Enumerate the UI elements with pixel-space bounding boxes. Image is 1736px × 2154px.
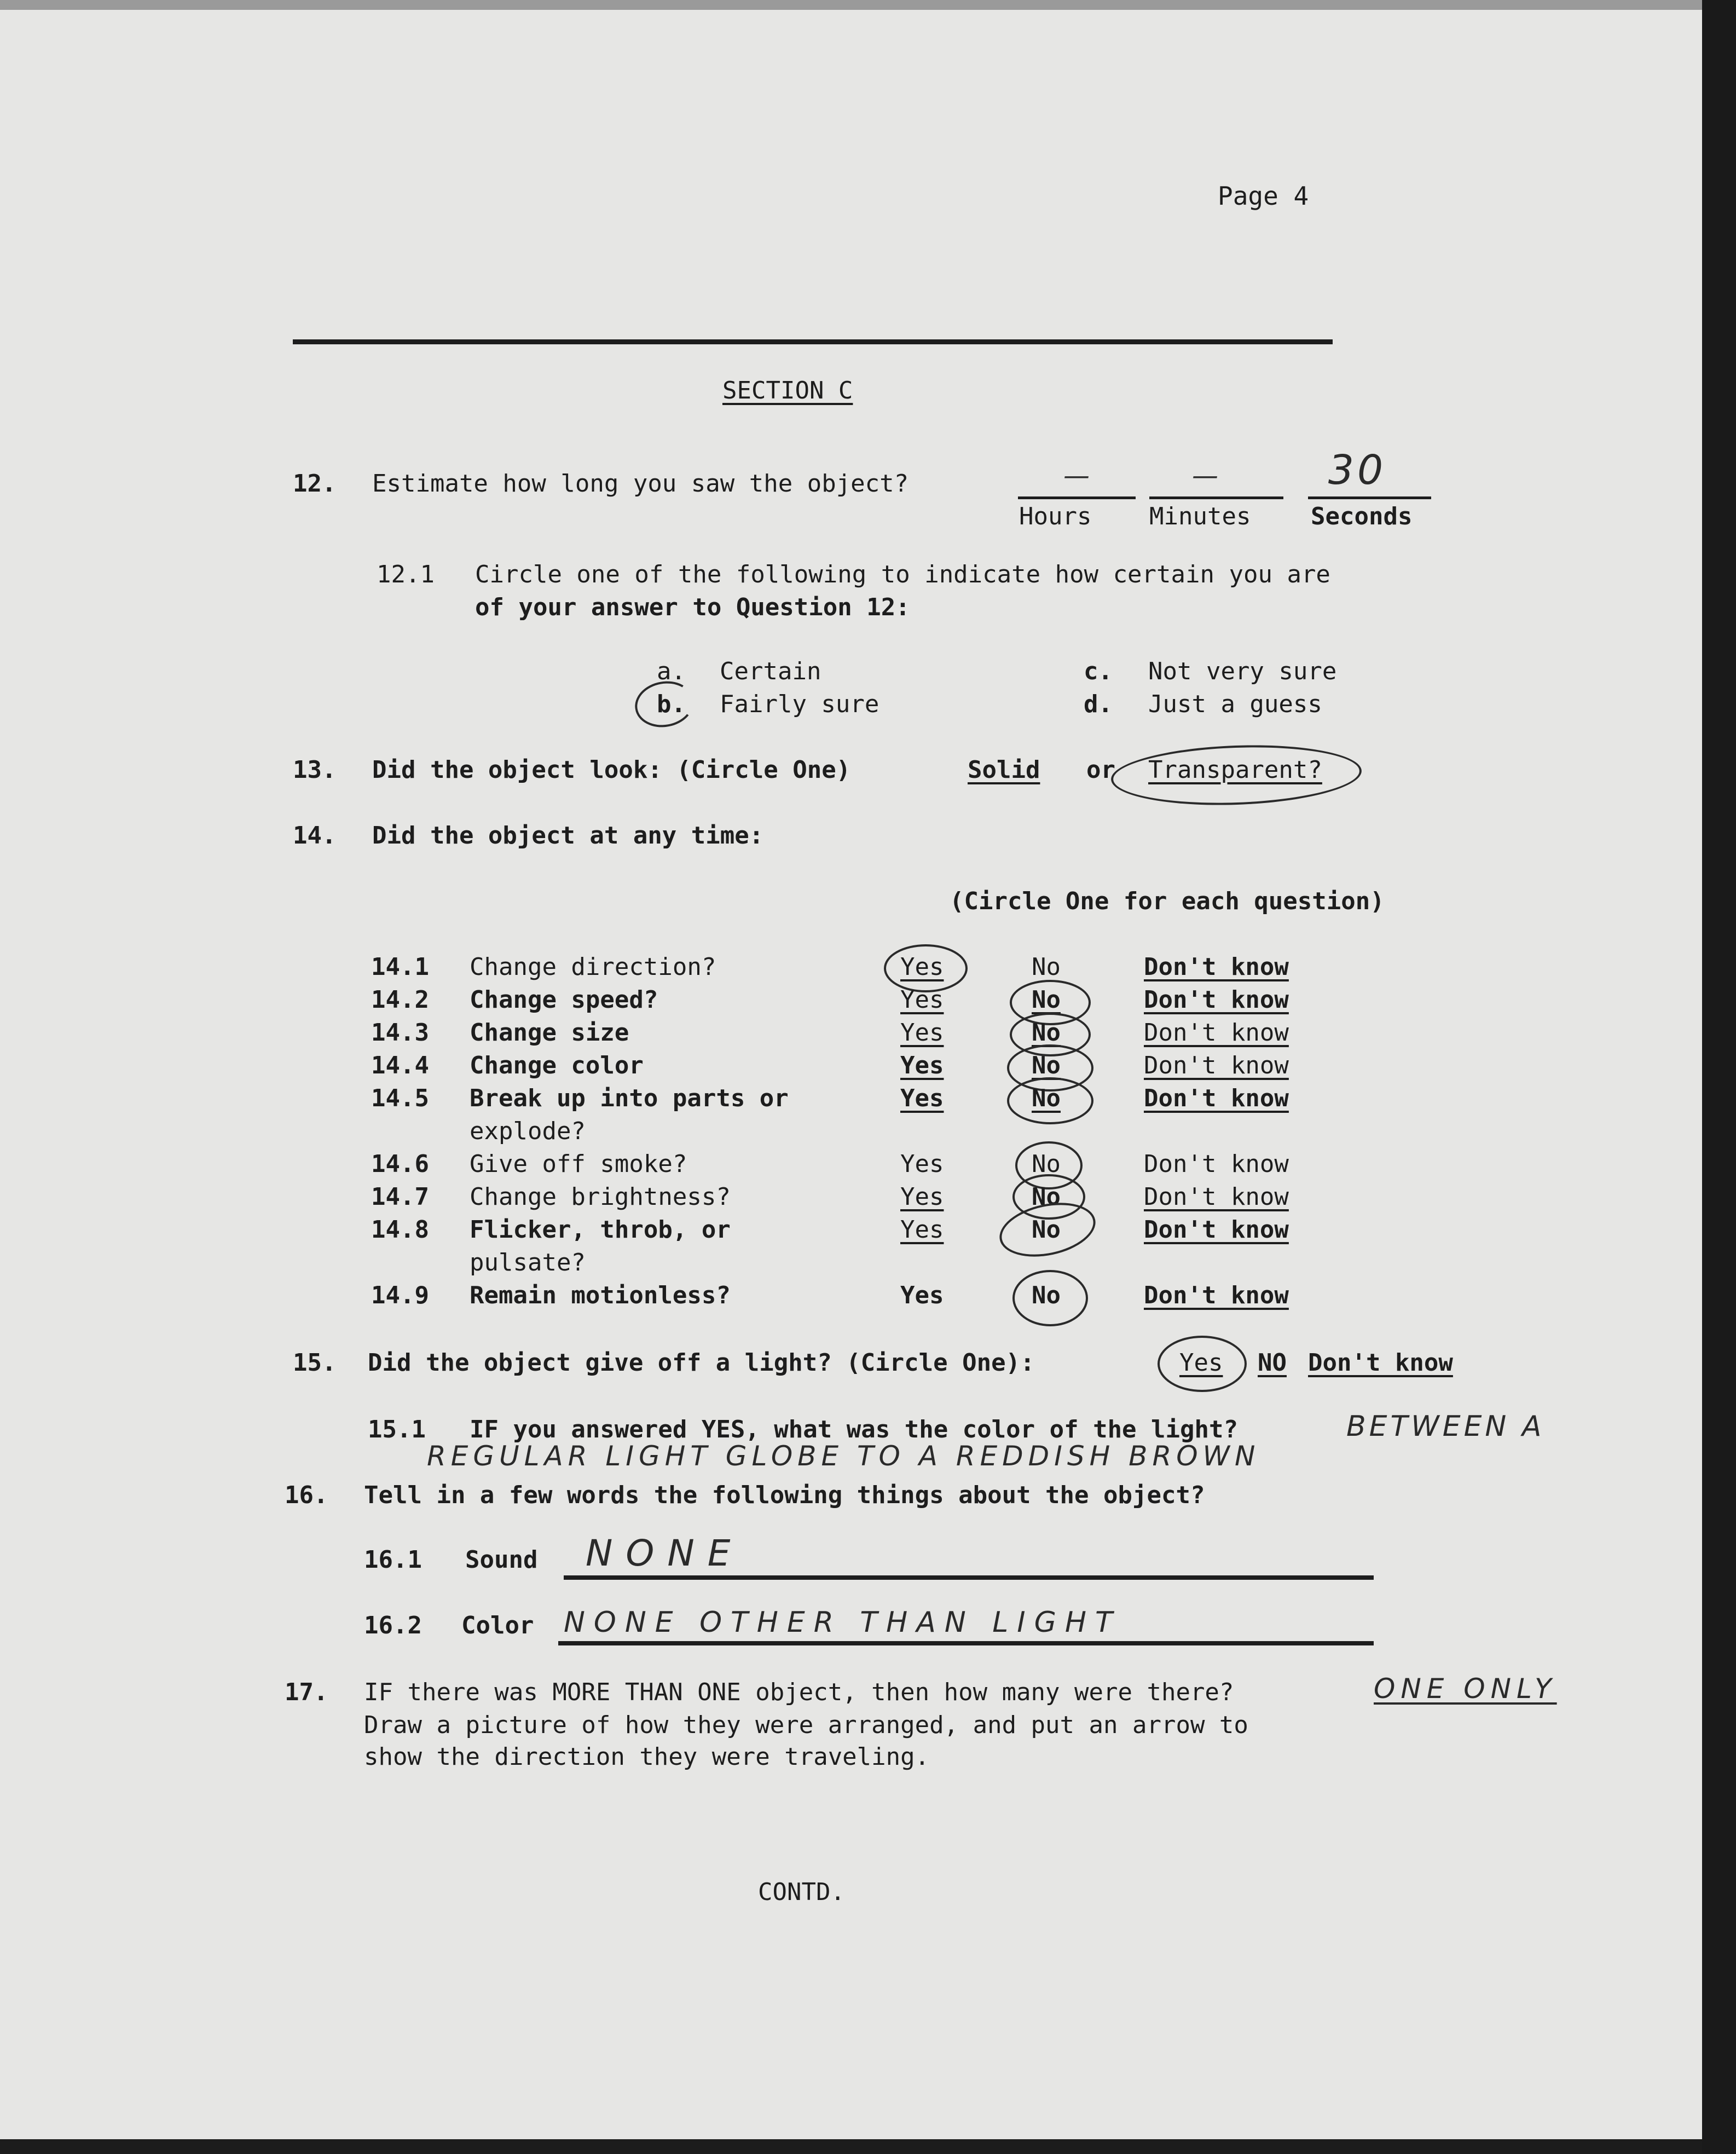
option-c-label: Not very sure (1148, 657, 1337, 685)
q14-9-number: 14.9 (371, 1281, 429, 1309)
q14-9-text: Remain motionless? (470, 1281, 731, 1309)
hours-label: Hours (1019, 503, 1092, 530)
answer-circle-14-5-no (1007, 1077, 1093, 1124)
minutes-label: Minutes (1149, 503, 1251, 530)
q16-number: 16. (285, 1481, 328, 1509)
q14-6-dont-know: Don't know (1144, 1150, 1289, 1178)
q15-1-answer-line2: REGULAR LIGHT GLOBE TO A REDDISH BROWN (427, 1440, 1260, 1472)
q15-text: Did the object give off a light? (Circle One): (368, 1349, 1035, 1377)
q13-text: Did the object look: (Circle One) (372, 756, 851, 784)
q14-8-text: Flicker, throb, or (470, 1216, 731, 1244)
section-title: SECTION C (722, 377, 853, 405)
q13-transparent: Transparent? (1148, 756, 1322, 784)
q12-1-line2: of your answer to Question 12: (475, 593, 910, 621)
q14-2-text: Change speed? (470, 986, 658, 1014)
q13-number: 13. (293, 756, 337, 784)
q14-4-number: 14.4 (371, 1052, 429, 1079)
q16-text: Tell in a few words the following things about the object? (364, 1481, 1205, 1509)
q14-1-yes: Yes (900, 953, 944, 981)
q14-6-text: Give off smoke? (470, 1150, 687, 1178)
q14-5-yes: Yes (900, 1084, 944, 1112)
option-b-key: b. (657, 690, 686, 718)
q14-7-number: 14.7 (371, 1183, 429, 1211)
answer-circle-15-yes (1158, 1336, 1247, 1392)
q14-7-dont-know: Don't know (1144, 1183, 1289, 1211)
answer-circle-14-1-yes (884, 944, 968, 992)
q14-4-dont-know: Don't know (1144, 1052, 1289, 1079)
q14-4-no: No (1032, 1052, 1061, 1079)
answer-circle-14-9-no (1012, 1270, 1088, 1326)
q17-number: 17. (285, 1678, 328, 1706)
q14-3-number: 14.3 (371, 1019, 429, 1047)
q12-seconds-value: 30 (1328, 447, 1387, 494)
q12-minutes-value: — (1192, 460, 1222, 491)
q15-number: 15. (293, 1349, 337, 1377)
q14-8-number: 14.8 (371, 1216, 429, 1244)
q14-5-text2: explode? (470, 1117, 586, 1145)
q14-6-yes: Yes (900, 1150, 944, 1178)
hours-line (1018, 496, 1136, 499)
page-number: Page 4 (1218, 181, 1309, 211)
q14-2-number: 14.2 (371, 986, 429, 1014)
q12-1-line1: Circle one of the following to indicate how certain you are (475, 561, 1330, 588)
scan-top-edge (0, 0, 1736, 10)
top-rule (293, 339, 1333, 344)
q16-2-label: Color (461, 1612, 534, 1639)
seconds-line (1308, 496, 1431, 499)
q15-1-number: 15.1 (368, 1416, 426, 1443)
q14-3-dont-know: Don't know (1144, 1019, 1289, 1047)
q13-or: or (1086, 756, 1115, 784)
q14-5-no: No (1032, 1084, 1061, 1112)
q14-1-dont-know: Don't know (1144, 953, 1289, 981)
q17-line1: IF there was MORE THAN ONE object, then how many were there? (364, 1678, 1234, 1706)
option-b-label: Fairly sure (720, 690, 879, 718)
q17-answer: ONE ONLY (1374, 1673, 1557, 1705)
q14-1-number: 14.1 (371, 953, 429, 981)
q12-number: 12. (293, 470, 337, 498)
q16-1-number: 16.1 (364, 1546, 422, 1574)
q14-2-no: No (1032, 986, 1061, 1014)
q15-no: NO (1258, 1349, 1287, 1377)
q14-9-yes: Yes (900, 1281, 944, 1309)
q16-2-line (558, 1641, 1374, 1645)
q12-text: Estimate how long you saw the object? (372, 470, 909, 498)
q17-line3: show the direction they were traveling. (364, 1743, 930, 1771)
q14-text: Did the object at any time: (372, 822, 764, 850)
q12-hours-value: — (1063, 460, 1093, 491)
q14-8-text2: pulsate? (470, 1249, 586, 1277)
q14-3-yes: Yes (900, 1019, 944, 1047)
q16-1-answer: NONE (586, 1532, 744, 1574)
q14-8-yes: Yes (900, 1216, 944, 1244)
q14-8-dont-know: Don't know (1144, 1216, 1289, 1244)
q16-2-answer: NONE OTHER THAN LIGHT (564, 1606, 1121, 1639)
continued-footer: CONTD. (758, 1878, 845, 1906)
option-a-key: a. (657, 657, 686, 685)
q14-9-dont-know: Don't know (1144, 1281, 1289, 1309)
option-a-label: Certain (720, 657, 821, 685)
option-c-key: c. (1084, 657, 1113, 685)
minutes-line (1149, 496, 1283, 499)
q12-1-number: 12.1 (377, 561, 435, 588)
q15-yes: Yes (1179, 1349, 1223, 1377)
q14-9-no: No (1032, 1281, 1061, 1309)
q14-5-dont-know: Don't know (1144, 1084, 1289, 1112)
q16-1-label: Sound (465, 1546, 538, 1574)
q14-2-yes: Yes (900, 986, 944, 1014)
q15-dont-know: Don't know (1308, 1349, 1453, 1377)
seconds-label: Seconds (1311, 503, 1413, 530)
q14-7-text: Change brightness? (470, 1183, 731, 1211)
q14-1-text: Change direction? (470, 953, 716, 981)
q14-7-no: No (1032, 1183, 1061, 1211)
option-d-label: Just a guess (1148, 690, 1322, 718)
q15-1-answer-line1: BETWEEN A (1346, 1410, 1545, 1443)
q14-3-no: No (1032, 1019, 1061, 1047)
q14-4-yes: Yes (900, 1052, 944, 1079)
q16-2-number: 16.2 (364, 1612, 422, 1639)
q14-instruction: (Circle One for each question) (950, 887, 1385, 915)
q16-1-line (564, 1575, 1374, 1580)
q14-2-dont-know: Don't know (1144, 986, 1289, 1014)
q14-3-text: Change size (470, 1019, 629, 1047)
form-page (0, 10, 1702, 2139)
q14-8-no: No (1032, 1216, 1061, 1244)
q14-7-yes: Yes (900, 1183, 944, 1211)
q14-5-text: Break up into parts or (470, 1084, 789, 1112)
q14-6-number: 14.6 (371, 1150, 429, 1178)
q14-number: 14. (293, 822, 337, 850)
q14-4-text: Change color (470, 1052, 644, 1079)
q15-1-text: IF you answered YES, what was the color of the light? (470, 1416, 1238, 1443)
q14-1-no: No (1032, 953, 1061, 981)
scan-right-edge (1702, 0, 1736, 2154)
option-d-key: d. (1084, 690, 1113, 718)
q14-6-no: No (1032, 1150, 1061, 1178)
q17-line2: Draw a picture of how they were arranged, and put an arrow to (364, 1711, 1248, 1739)
q13-solid: Solid (968, 756, 1040, 784)
q14-5-number: 14.5 (371, 1084, 429, 1112)
